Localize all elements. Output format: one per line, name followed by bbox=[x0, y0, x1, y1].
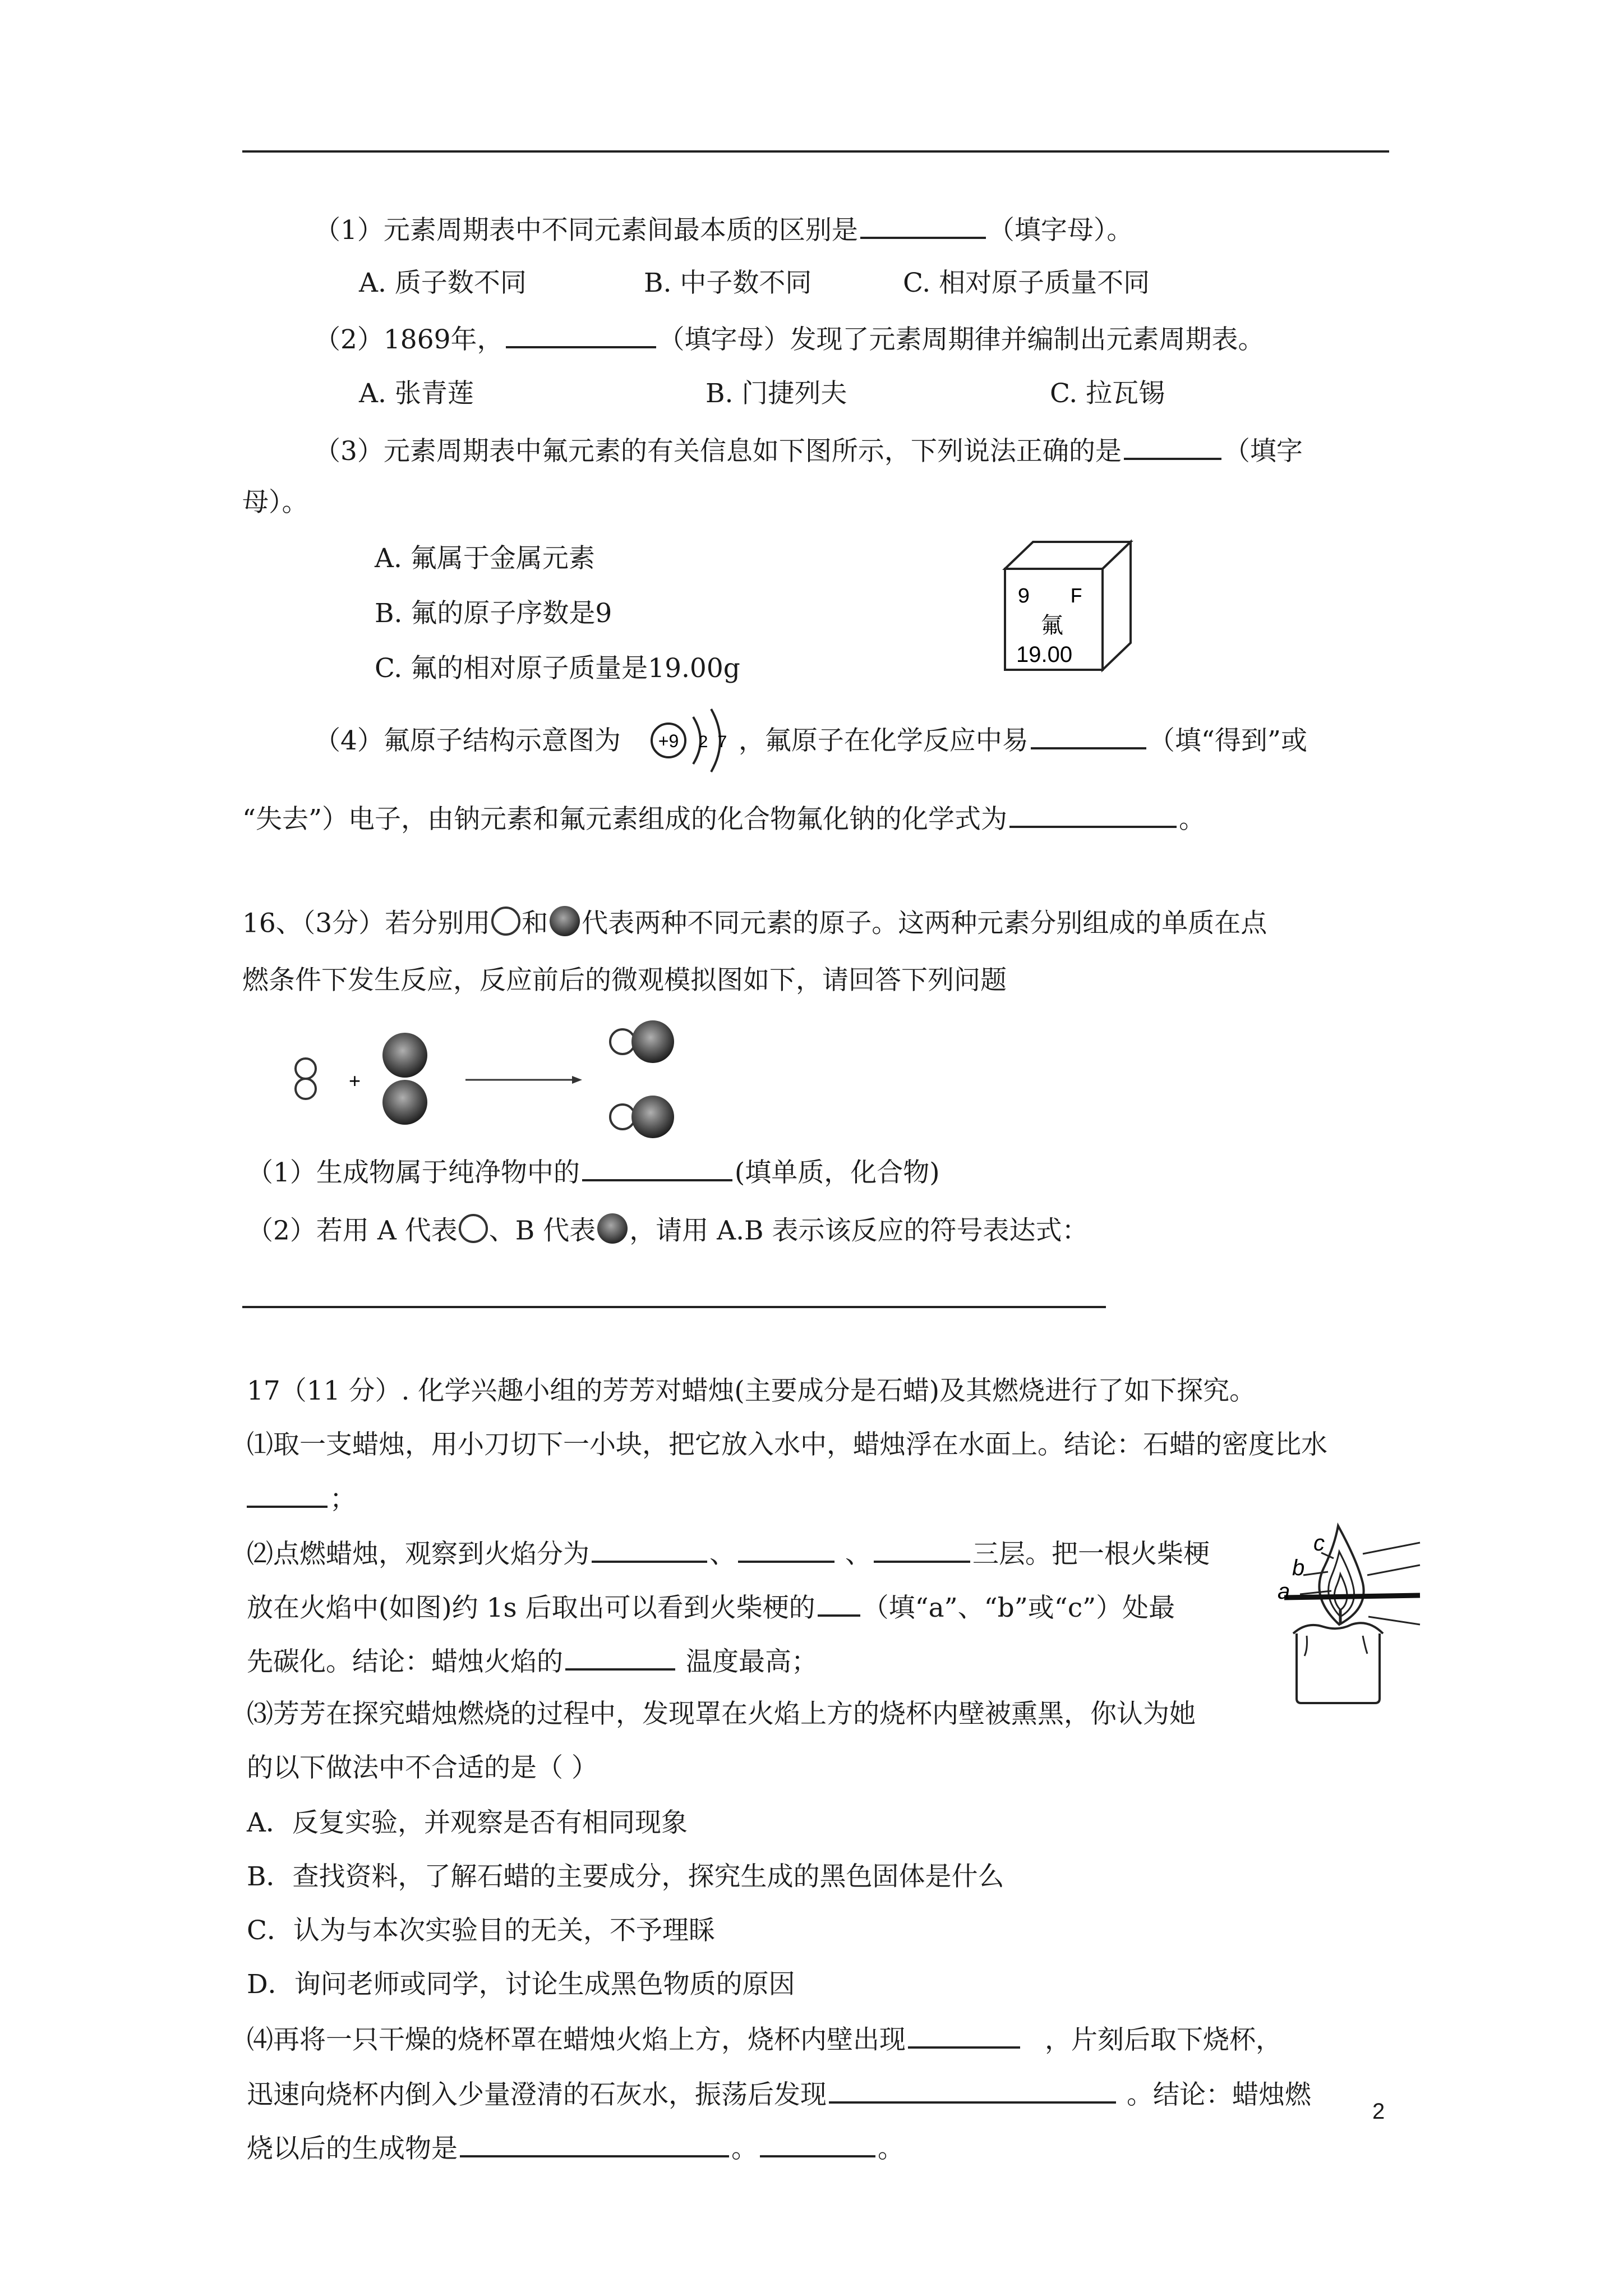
q15-p1-option-c: C. 相对原子质量不同 bbox=[903, 268, 1150, 298]
q17-option-a: A．反复实验，并观察是否有相同现象 bbox=[247, 1807, 688, 1838]
text: （2）1869年， bbox=[314, 324, 504, 355]
answer-blank[interactable] bbox=[818, 1590, 860, 1617]
text: 、 bbox=[709, 1539, 736, 1570]
fluorine-element-cell bbox=[998, 536, 1138, 671]
text: 、 bbox=[837, 1539, 872, 1570]
text: 三层。把一根火柴梗 bbox=[972, 1539, 1210, 1570]
answer-blank[interactable] bbox=[1009, 801, 1177, 828]
q16-stem-line2: 燃条件下发生反应，反应前后的微观模拟图如下，请回答下列问题 bbox=[242, 965, 1007, 996]
q17-p4-line3 bbox=[247, 2131, 904, 2166]
text: 温度最高； bbox=[677, 1646, 818, 1677]
dark-atom bbox=[631, 1020, 674, 1063]
q15-p4-stem bbox=[314, 723, 1307, 758]
text: （3）元素周期表中氟元素的有关信息如下图所示，下列说法正确的是 bbox=[314, 436, 1122, 467]
q15-p3-option-b: B. 氟的原子序数是9 bbox=[375, 598, 612, 629]
atomic-mass: 19.00 bbox=[1016, 642, 1073, 667]
q15-p1-stem bbox=[314, 212, 1133, 247]
text: （1）元素周期表中不同元素间最本质的区别是 bbox=[314, 215, 858, 246]
shell-1-electrons: 2 bbox=[698, 733, 708, 751]
q17-option-c: C．认为与本次实验目的无关，不予理睬 bbox=[247, 1915, 715, 1946]
element-symbol: F bbox=[1070, 585, 1083, 609]
text: （4）氟原子结构示意图为 bbox=[314, 725, 621, 756]
text: 代表两种不同元素的原子。这两种元素分别组成的单质在点 bbox=[582, 908, 1267, 939]
text: （2）若用 A 代表 bbox=[247, 1215, 458, 1246]
q16-p2 bbox=[247, 1212, 1089, 1254]
answer-blank[interactable] bbox=[760, 2131, 875, 2157]
reaction-micro-diagram bbox=[280, 1013, 707, 1158]
answer-blank[interactable] bbox=[829, 2077, 1116, 2104]
plus-sign: + bbox=[349, 1069, 361, 1092]
text: 。 bbox=[878, 2133, 904, 2164]
text: 。结论：蜡烛燃 bbox=[1118, 2079, 1311, 2110]
candle-flame-match-diagram bbox=[1273, 1509, 1430, 1711]
header-rule bbox=[242, 150, 1389, 153]
q17-p2-line3 bbox=[247, 1644, 818, 1679]
text: ，请用 A.B 表示该反应的符号表达式： bbox=[629, 1215, 1089, 1246]
q15-p2-option-a: A. 张青莲 bbox=[359, 378, 474, 409]
text: ，氟原子在化学反应中易 bbox=[738, 725, 1029, 756]
q15-p2-stem bbox=[314, 321, 1265, 357]
q17-p1: ⑴取一支蜡烛，用小刀切下一小块，把它放入水中，蜡烛浮在水面上。结论：石蜡的密度比水 bbox=[247, 1429, 1327, 1460]
text: （1）生成物属于纯净物中的 bbox=[247, 1157, 580, 1188]
text: 。 bbox=[731, 2133, 758, 2164]
fluorine-atom-structure-diagram bbox=[645, 701, 757, 780]
answer-blank[interactable] bbox=[908, 2022, 1020, 2049]
text: 迅速向烧杯内倒入少量澄清的石灰水，振荡后发现 bbox=[247, 2079, 827, 2110]
text: 先碳化。结论：蜡烛火焰的 bbox=[247, 1646, 563, 1677]
answer-blank[interactable] bbox=[1031, 723, 1146, 749]
q17-option-d: D．询问老师或同学，讨论生成黑色物质的原因 bbox=[247, 1969, 795, 2000]
text: （填“得到”或 bbox=[1148, 725, 1307, 756]
answer-blank[interactable] bbox=[247, 1481, 328, 1508]
q17-option-b: B．查找资料，了解石蜡的主要成分，探究生成的黑色固体是什么 bbox=[247, 1861, 1004, 1892]
answer-blank[interactable] bbox=[565, 1644, 675, 1671]
q16-p1 bbox=[247, 1154, 940, 1190]
label-c: c bbox=[1313, 1531, 1325, 1556]
dark-atom bbox=[382, 1080, 427, 1125]
q15-p3-option-a: A. 氟属于金属元素 bbox=[375, 543, 595, 574]
text: ； bbox=[330, 1484, 356, 1515]
q16-stem-line1 bbox=[242, 904, 1267, 946]
q15-p1-option-a: A. 质子数不同 bbox=[359, 268, 527, 298]
q17-p1-cont bbox=[247, 1481, 356, 1516]
answer-blank[interactable] bbox=[874, 1536, 970, 1563]
text: （填字 bbox=[1223, 436, 1303, 467]
q15-p4-stem-cont bbox=[242, 801, 1205, 836]
element-name: 氟 bbox=[1041, 613, 1063, 638]
q17-p2-line2 bbox=[247, 1590, 1175, 1625]
text: 放在火焰中(如图)约 1s 后取出可以看到火柴梗的 bbox=[247, 1593, 815, 1623]
white-atom-icon bbox=[458, 1213, 489, 1253]
q15-p3-stem-cont: 母）。 bbox=[242, 487, 308, 518]
text: (填单质，化合物) bbox=[734, 1157, 940, 1188]
white-atom bbox=[296, 1079, 316, 1099]
text: 和 bbox=[522, 908, 548, 939]
text: 16、（3分）若分别用 bbox=[242, 908, 491, 939]
dark-atom bbox=[382, 1033, 427, 1078]
text: （填字母）。 bbox=[988, 215, 1133, 246]
dark-atom-icon bbox=[596, 1212, 629, 1254]
q15-p2-option-b: B. 门捷列夫 bbox=[706, 378, 847, 409]
text: （填字母）发现了元素周期律并编制出元素周期表。 bbox=[658, 324, 1265, 355]
q17-title: 17（11 分）. 化学兴趣小组的芳芳对蜡烛(主要成分是石蜡)及其燃烧进行了如下探究。 bbox=[247, 1375, 1256, 1406]
white-atom bbox=[296, 1059, 316, 1079]
dark-atom bbox=[631, 1096, 674, 1138]
label-a: a bbox=[1278, 1579, 1290, 1604]
label-b: b bbox=[1292, 1556, 1305, 1580]
q17-p3: ⑶芳芳在探究蜡烛燃烧的过程中，发现罩在火焰上方的烧杯内壁被熏黑，你认为她 bbox=[247, 1699, 1196, 1729]
answer-blank[interactable] bbox=[860, 212, 986, 239]
q16-answer-line[interactable] bbox=[242, 1306, 1106, 1308]
answer-blank[interactable] bbox=[738, 1536, 834, 1563]
q15-p1-option-b: B. 中子数不同 bbox=[644, 268, 812, 298]
nucleus-charge: +9 bbox=[658, 731, 679, 751]
dark-atom-icon bbox=[548, 904, 582, 946]
shell-2-electrons: 7 bbox=[717, 733, 727, 751]
text: ⑵点燃蜡烛，观察到火焰分为 bbox=[247, 1539, 589, 1570]
q15-p3-stem bbox=[314, 433, 1303, 468]
q17-p4-line2 bbox=[247, 2077, 1311, 2112]
q15-p3-option-c: C. 氟的相对原子质量是19.00g bbox=[375, 653, 740, 684]
white-atom bbox=[610, 1029, 635, 1054]
white-atom bbox=[610, 1105, 635, 1129]
text: （填“a”、“b”或“c”）处最 bbox=[862, 1593, 1175, 1623]
answer-blank[interactable] bbox=[460, 2131, 729, 2157]
white-atom-icon bbox=[490, 905, 522, 945]
page-number: 2 bbox=[1372, 2099, 1385, 2124]
atomic-number: 9 bbox=[1017, 585, 1030, 609]
answer-blank[interactable] bbox=[506, 321, 656, 348]
answer-blank[interactable] bbox=[592, 1536, 707, 1563]
answer-blank[interactable] bbox=[1124, 433, 1221, 460]
text: 、B 代表 bbox=[488, 1215, 596, 1246]
text: ⑷再将一只干燥的烧杯罩在蜡烛火焰上方，烧杯内壁出现 bbox=[247, 2024, 906, 2055]
text: 。 bbox=[1179, 804, 1206, 835]
q15-p2-option-c: C. 拉瓦锡 bbox=[1050, 378, 1165, 409]
text: “失去”）电子，由钠元素和氟元素组成的化合物氟化钠的化学式为 bbox=[242, 804, 1008, 835]
q17-p4 bbox=[247, 2022, 1282, 2057]
q17-p2 bbox=[247, 1536, 1210, 1571]
text: ，片刻后取下烧杯， bbox=[1045, 2024, 1282, 2055]
answer-blank[interactable] bbox=[582, 1154, 732, 1181]
text: 烧以后的生成物是 bbox=[247, 2133, 458, 2164]
q17-p3-line2: 的以下做法中不合适的是（ ） bbox=[247, 1752, 598, 1783]
